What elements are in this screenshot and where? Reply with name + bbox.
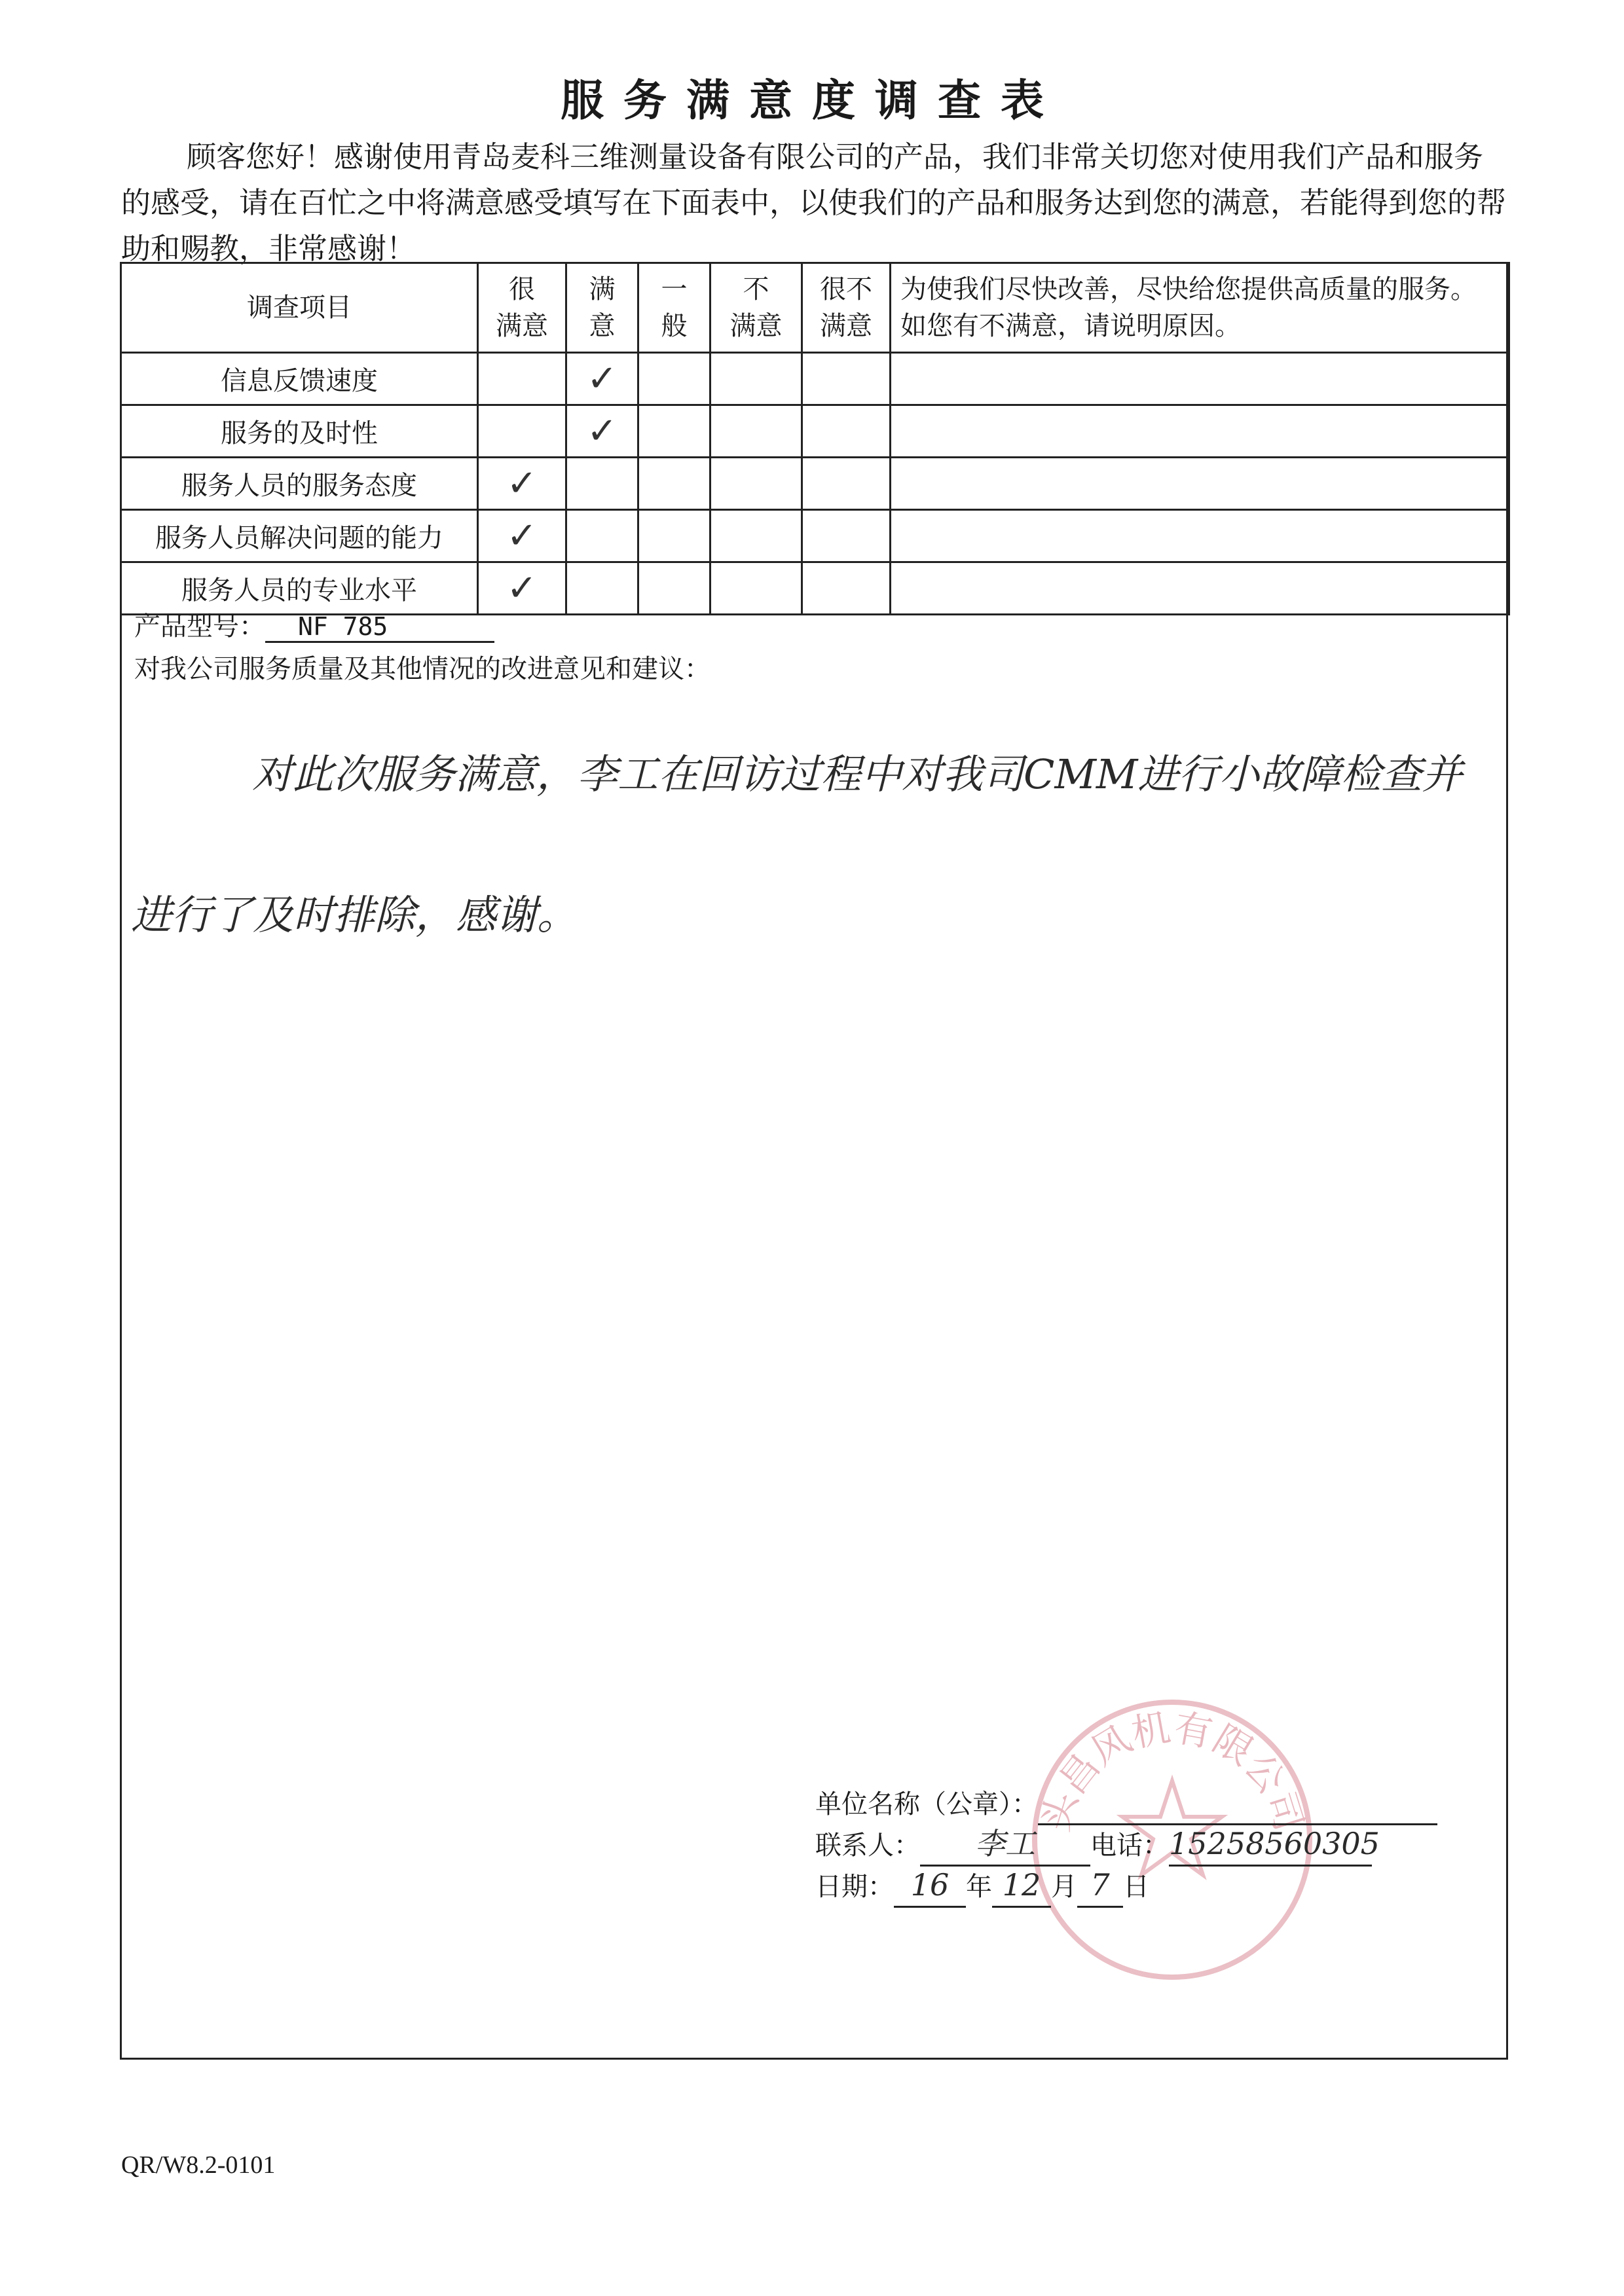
rating-cell [478,353,566,405]
header-satisfied: 满 意 [566,263,638,353]
month-label: 月 [1051,1872,1077,1902]
product-model-line [134,606,494,643]
rating-cell [710,510,802,562]
seal-text: 头昌风机有限公司 [1033,1705,1312,1836]
rating-cell [638,510,710,562]
row-item: 服务人员的专业水平 [121,562,478,615]
table-row [121,353,1509,405]
rating-cell [710,562,802,615]
row-item: 服务的及时性 [121,405,478,458]
phone-field: 15258560305 [1169,1823,1372,1867]
rating-cell [710,405,802,458]
page-title: 服务满意度调查表 [561,75,1063,126]
reason-cell [891,405,1509,458]
reason-cell [891,510,1509,562]
rating-cell: ✓ [478,562,566,615]
date-row [815,1867,1437,1908]
rating-cell [566,562,638,615]
rating-cell [710,353,802,405]
reason-cell [891,562,1509,615]
rating-cell [638,562,710,615]
year-label: 年 [966,1872,992,1902]
table-row [121,405,1509,458]
rating-cell [638,353,710,405]
rating-cell [802,458,891,510]
survey-table [120,262,1510,615]
row-item: 服务人员的服务态度 [121,458,478,510]
signature-block [815,1784,1437,1908]
form-code: QR/W8.2-0101 [121,2151,276,2179]
phone-label: 电话： [1090,1831,1169,1861]
table-row [121,458,1509,510]
contact-label: 联系人： [815,1831,920,1861]
header-row [121,263,1509,353]
company-row [815,1784,1437,1825]
company-label: 单位名称（公章）： [815,1789,1038,1819]
rating-cell [566,458,638,510]
reason-cell [891,458,1509,510]
suggestions-label: 对我公司服务质量及其他情况的改进意见和建议： [134,654,710,684]
date-year: 16 [894,1865,966,1908]
rating-cell: ✓ [566,353,638,405]
day-label: 日 [1123,1872,1149,1902]
rating-cell [802,353,891,405]
date-day: 7 [1077,1865,1123,1908]
rating-cell [478,405,566,458]
date-label: 日期： [815,1872,894,1902]
header-dissatisfied: 不 满意 [710,263,802,353]
product-model-label: 产品型号： [134,611,265,642]
intro-paragraph [121,134,1509,272]
rating-cell [566,510,638,562]
header-item: 调查项目 [121,263,478,353]
rating-cell [710,458,802,510]
rating-cell: ✓ [478,458,566,510]
rating-cell [802,510,891,562]
intro-text: 顾客您好！感谢使用青岛麦科三维测量设备有限公司的产品，我们非常关切您对使用我们产品和服务的感受，请在百忙之中将满意感受填写在下面表中，以使我们的产品和服务达到您的满意，若能得到您的帮助和赐教，非常感谢！ [121,139,1507,266]
contact-row [815,1825,1437,1867]
rating-cell: ✓ [478,510,566,562]
header-note: 为使我们尽快改善，尽快给您提供高质量的服务。如您有不满意，请说明原因。 [891,263,1509,353]
header-neutral: 一 般 [638,263,710,353]
header-very-satisfied: 很 满意 [478,263,566,353]
reason-cell [891,353,1509,405]
date-month: 12 [992,1865,1051,1908]
header-very-dissatisfied: 很不 满意 [802,263,891,353]
handwritten-text: 对此次服务满意，李工在回访过程中对我司CMM进行小故障检查并进行了及时排除，感谢。 [131,750,1463,939]
rating-cell: ✓ [566,405,638,458]
row-item: 信息反馈速度 [121,353,478,405]
product-model-value: NF 785 [265,612,494,643]
row-item: 服务人员解决问题的能力 [121,510,478,562]
rating-cell [638,405,710,458]
handwritten-suggestion [131,704,1493,985]
table-row [121,510,1509,562]
rating-cell [802,405,891,458]
contact-field: 李工 [920,1823,1090,1867]
rating-cell [638,458,710,510]
rating-cell [802,562,891,615]
